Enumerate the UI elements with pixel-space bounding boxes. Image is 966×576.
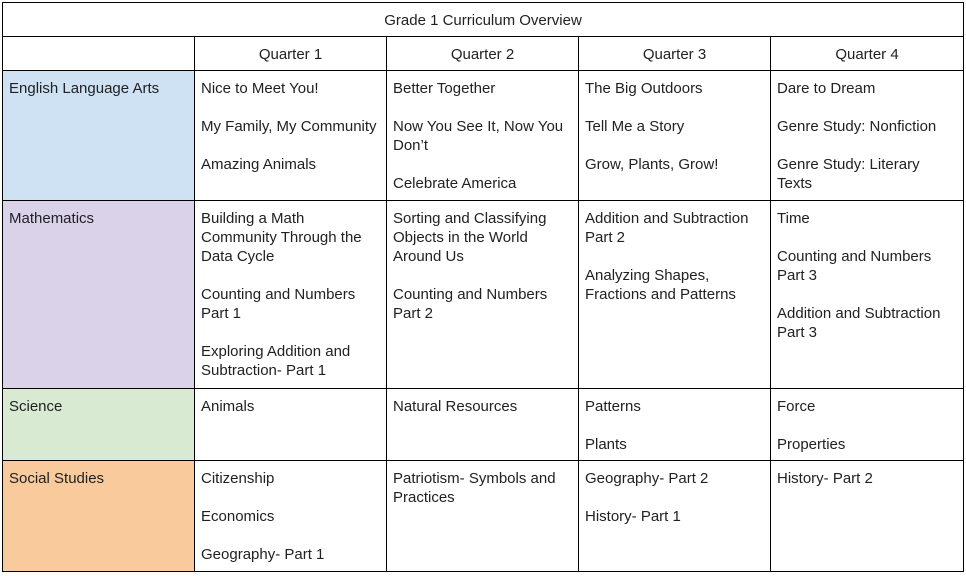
topic: Exploring Addition and Subtraction- Part 1 <box>201 343 351 379</box>
topic: Geography- Part 2 <box>585 470 709 487</box>
cell-ss-q2 <box>387 461 579 572</box>
topic: Counting and Numbers Part 1 <box>201 286 356 322</box>
subject-social-studies: Social Studies <box>3 461 195 572</box>
cell-math-q4 <box>771 201 964 389</box>
topic: Now You See It, Now You Don’t <box>393 118 564 154</box>
header-quarter-4: Quarter 4 <box>771 37 964 71</box>
topic: Better Together <box>393 80 496 97</box>
row-mathematics <box>3 201 964 389</box>
topic: Geography- Part 1 <box>201 546 325 563</box>
topic: Addition and Subtraction Part 2 <box>585 210 749 246</box>
topic: Analyzing Shapes, Fractions and Patterns <box>585 267 736 303</box>
topic: Counting and Numbers Part 3 <box>777 248 932 284</box>
cell-science-q3 <box>579 389 771 461</box>
topic: Patriotism- Symbols and Practices <box>393 470 556 506</box>
cell-ss-q3 <box>579 461 771 572</box>
topic: History- Part 1 <box>585 508 681 525</box>
topic: Counting and Numbers Part 2 <box>393 286 548 322</box>
row-science <box>3 389 964 461</box>
cell-ela-q1 <box>195 71 387 201</box>
header-row <box>3 37 964 71</box>
topic: Animals <box>201 398 255 415</box>
subject-mathematics: Mathematics <box>3 201 195 389</box>
cell-ss-q4 <box>771 461 964 572</box>
topic: Dare to Dream <box>777 80 876 97</box>
row-english-language-arts <box>3 71 964 201</box>
topic: Citizenship <box>201 470 275 487</box>
topic: Genre Study: Nonfiction <box>777 118 937 135</box>
cell-science-q1 <box>195 389 387 461</box>
header-quarter-3: Quarter 3 <box>579 37 771 71</box>
cell-ss-q1 <box>195 461 387 572</box>
row-social-studies <box>3 461 964 572</box>
topic: Properties <box>777 436 846 453</box>
title-row <box>3 3 964 37</box>
cell-ela-q4 <box>771 71 964 201</box>
topic: Patterns <box>585 398 641 415</box>
cell-math-q1 <box>195 201 387 389</box>
topic: Amazing Animals <box>201 156 317 173</box>
cell-science-q4 <box>771 389 964 461</box>
topic: Grow, Plants, Grow! <box>585 156 719 173</box>
topic: History- Part 2 <box>777 470 873 487</box>
topic: Time <box>777 210 810 227</box>
cell-math-q2 <box>387 201 579 389</box>
subject-science: Science <box>3 389 195 461</box>
topic: Natural Resources <box>393 398 518 415</box>
cell-ela-q2 <box>387 71 579 201</box>
table-title: Grade 1 Curriculum Overview <box>3 3 964 37</box>
topic: Nice to Meet You! <box>201 80 319 97</box>
topic: Celebrate America <box>393 175 517 192</box>
topic: Plants <box>585 436 627 453</box>
subject-english-language-arts: English Language Arts <box>3 71 195 201</box>
topic: Building a Math Community Through the Data Cycle <box>201 210 362 265</box>
topic: Genre Study: Literary Texts <box>777 156 920 192</box>
cell-math-q3 <box>579 201 771 389</box>
topic: Force <box>777 398 816 415</box>
header-quarter-2: Quarter 2 <box>387 37 579 71</box>
topic: My Family, My Community <box>201 118 377 135</box>
curriculum-table <box>2 2 964 572</box>
topic: Economics <box>201 508 275 525</box>
header-corner-cell <box>3 37 195 71</box>
cell-science-q2 <box>387 389 579 461</box>
topic: The Big Outdoors <box>585 80 703 97</box>
topic: Addition and Subtraction Part 3 <box>777 305 941 341</box>
topic: Tell Me a Story <box>585 118 685 135</box>
cell-ela-q3 <box>579 71 771 201</box>
topic: Sorting and Classifying Objects in the World Around Us <box>393 210 547 265</box>
header-quarter-1: Quarter 1 <box>195 37 387 71</box>
